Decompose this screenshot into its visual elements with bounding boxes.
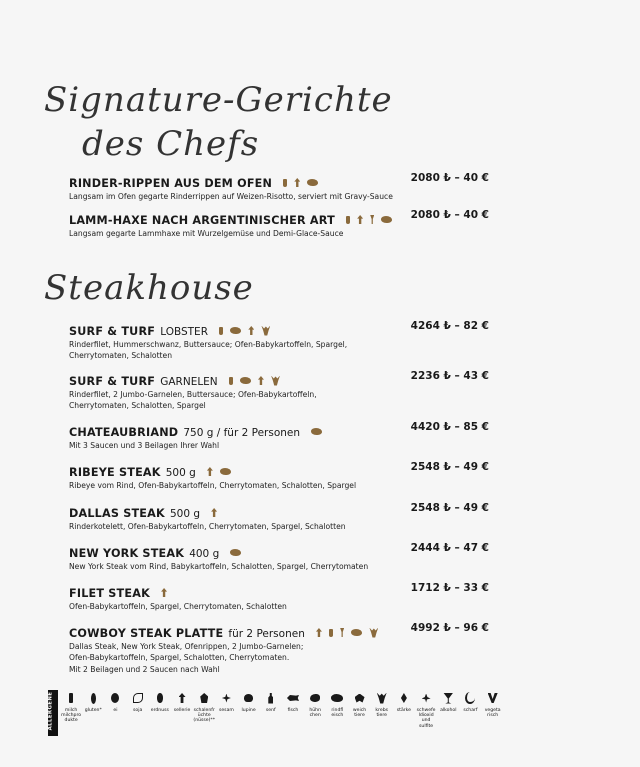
mustard-icon [268, 693, 273, 704]
item-name: RIBEYE STEAK [69, 466, 161, 479]
fish-icon [287, 695, 299, 701]
allergen-icons [283, 172, 320, 191]
milk-icon [69, 693, 73, 703]
item-description: Langsam im Ofen gegarte Rinderrippen auf Weizen-Risotto, serviert mit Gravy-Sauce [69, 192, 393, 201]
item-description: Rinderfilet, Hummerschwanz, Buttersauce; Ofen-Babykartoffeln, Spargel, [69, 340, 348, 349]
beef-icon [230, 549, 241, 556]
menu-item [69, 582, 489, 612]
legend-item: scharf [459, 690, 481, 729]
item-description: Cherrytomaten, Schalotten, Spargel [69, 401, 206, 411]
celery-icon [294, 178, 300, 187]
celery-icon [207, 467, 213, 476]
crustacean-icon [261, 326, 270, 336]
celery-icon [211, 508, 217, 517]
item-description: Dallas Steak, New York Steak, Ofenrippen, 2 Jumbo-Garnelen; [69, 642, 304, 651]
item-description: Rinderkotelett, Ofen-Babykartoffeln, Cherrytomaten, Spargel, Schalotten [69, 522, 346, 531]
allergen-icons [161, 582, 169, 601]
menu-item [69, 421, 489, 451]
mollusc-icon [355, 694, 365, 703]
menu-item [69, 502, 489, 532]
beef-icon [311, 428, 322, 435]
legend-item: krebs tiere [371, 690, 393, 729]
menu-item [69, 542, 489, 572]
item-price: 2548 ₺ – 49 € [410, 502, 489, 514]
item-description: Langsam gegarte Lammhaxe mit Wurzelgemüse und Demi-Glace-Sauce [69, 229, 344, 238]
menu-item [69, 461, 489, 491]
signature-title-line2: des Chefs [82, 124, 260, 164]
item-price: 2080 ₺ – 40 € [410, 172, 489, 184]
item-price: 1712 ₺ – 33 € [410, 582, 489, 594]
legend-item: schwefe ldioxid und sulfite [415, 690, 437, 729]
vegetarian-icon [488, 693, 498, 703]
allergen-icons [230, 542, 243, 561]
celery-icon [258, 376, 264, 385]
legend-item: alkohol [437, 690, 459, 729]
chicken-icon [310, 694, 320, 702]
beef-icon [240, 377, 251, 384]
legend-item: soja [127, 690, 149, 729]
legend-item: senf [260, 690, 282, 729]
crustacean-icon [377, 693, 387, 704]
milk-icon [229, 377, 233, 385]
item-extra: 750 g / für 2 Personen [183, 427, 301, 439]
item-description: Ofen-Babykartoffeln, Spargel, Schalotten, Cherrytomaten. [69, 653, 290, 663]
item-name: NEW YORK STEAK [69, 547, 185, 560]
item-name: RINDER-RIPPEN AUS DEM OFEN [69, 177, 273, 190]
menu-item [69, 622, 489, 675]
item-name: LAMM-HAXE NACH ARGENTINISCHER ART [69, 214, 335, 227]
legend-item: rindfl eisch [326, 690, 348, 729]
item-name: DALLAS STEAK [69, 507, 165, 520]
nut-icon [200, 693, 208, 703]
legend-item: sesam [215, 690, 237, 729]
beef-icon [230, 327, 241, 334]
item-extra: 500 g [169, 508, 201, 520]
sulfite-icon [422, 694, 431, 703]
celery-icon [248, 326, 254, 335]
mustard-icon [340, 628, 344, 637]
allergen-icons [316, 622, 380, 641]
item-price: 2236 ₺ – 43 € [410, 370, 489, 382]
legend-item: erdnuss [149, 690, 171, 729]
milk-icon [283, 179, 287, 187]
item-name: COWBOY STEAK PLATTE [69, 627, 224, 640]
peanut-icon [157, 693, 163, 703]
menu-item [69, 320, 489, 362]
crustacean-icon [369, 628, 378, 638]
menu-item [69, 172, 489, 202]
legend-item: sellerie [171, 690, 193, 729]
legend-item: lupine [238, 690, 260, 729]
allergen-icons [207, 461, 233, 480]
celery-icon [357, 215, 363, 224]
beef-icon [307, 179, 318, 186]
beef-icon [351, 629, 362, 636]
item-name: SURF & TURF [69, 375, 156, 388]
item-extra: GARNELEN [160, 376, 218, 388]
legend-item: stärke [393, 690, 415, 729]
item-name: CHATEAUBRIAND [69, 426, 179, 439]
soy-icon [133, 693, 143, 703]
legend-item: gluten* [82, 690, 104, 729]
item-price: 4992 ₺ – 96 € [410, 622, 489, 634]
legend-item: vegeta risch [482, 690, 504, 729]
item-name: FILET STEAK [69, 587, 150, 600]
alcohol-icon [443, 693, 453, 704]
legend-item: hühn chen [304, 690, 326, 729]
item-description: Cherrytomaten, Schalotten [69, 351, 173, 361]
item-description: Ofen-Babykartoffeln, Spargel, Cherrytomaten, Schalotten [69, 602, 287, 611]
item-price: 4264 ₺ – 82 € [410, 320, 489, 332]
item-description: Ribeye vom Rind, Ofen-Babykartoffeln, Cherrytomaten, Schalotten, Spargel [69, 481, 357, 490]
allergen-icons [211, 502, 219, 521]
lupine-icon [244, 694, 253, 702]
item-price: 4420 ₺ – 85 € [410, 421, 489, 433]
item-extra: LOBSTER [160, 326, 208, 338]
crustacean-icon [271, 376, 280, 386]
celery-icon [161, 588, 167, 597]
item-extra: 400 g [189, 548, 220, 560]
allergen-tag-label: ALLERGENE [47, 691, 54, 731]
allergen-items [60, 690, 504, 729]
gluten-icon [91, 693, 96, 704]
legend-item: fisch [282, 690, 304, 729]
celery-icon [316, 628, 322, 637]
milk-icon [329, 629, 333, 637]
beef-icon [331, 694, 343, 702]
item-name: SURF & TURF [69, 325, 156, 338]
item-description: Mit 3 Saucen und 3 Beilagen Ihrer Wahl [69, 441, 220, 450]
item-description: New York Steak vom Rind, Babykartoffeln, Schalotten, Spargel, Cherrytomaten [69, 562, 369, 571]
sesame-icon [222, 694, 231, 703]
beef-icon [381, 216, 392, 223]
item-price: 2548 ₺ – 49 € [410, 461, 489, 473]
item-description: Mit 2 Beilagen und 2 Saucen nach Wahl [69, 664, 220, 674]
signature-title-line1: Signature-Gerichte [44, 80, 393, 120]
allergen-icons [229, 370, 282, 389]
steakhouse-title: Steakhouse [44, 268, 254, 308]
legend-item: weich tiere [348, 690, 370, 729]
allergen-tag [48, 690, 58, 736]
item-price: 2444 ₺ – 47 € [410, 542, 489, 554]
legend-item: ei [104, 690, 126, 729]
legend-item: milch milchpro dukte [60, 690, 82, 729]
milk-icon [219, 327, 223, 335]
allergen-icons [346, 209, 394, 228]
allergen-icons [219, 320, 272, 339]
celery-icon [179, 693, 186, 703]
item-extra: für 2 Personen [228, 628, 305, 640]
mustard-icon [370, 215, 374, 224]
item-price: 2080 ₺ – 40 € [410, 209, 489, 221]
item-description: Rinderfilet, 2 Jumbo-Garnelen, Buttersauce; Ofen-Babykartoffeln, [69, 390, 317, 399]
menu-item [69, 370, 489, 412]
item-extra: 500 g [165, 467, 196, 479]
starch-icon [401, 693, 407, 703]
beef-icon [220, 468, 231, 475]
menu-item [69, 209, 489, 239]
milk-icon [346, 216, 350, 224]
legend-item: schalenfr üchte (nüsse)** [193, 690, 215, 729]
allergen-icons [311, 421, 324, 440]
chili-icon [465, 692, 475, 704]
allergen-legend [48, 690, 508, 740]
egg-icon [111, 693, 119, 703]
